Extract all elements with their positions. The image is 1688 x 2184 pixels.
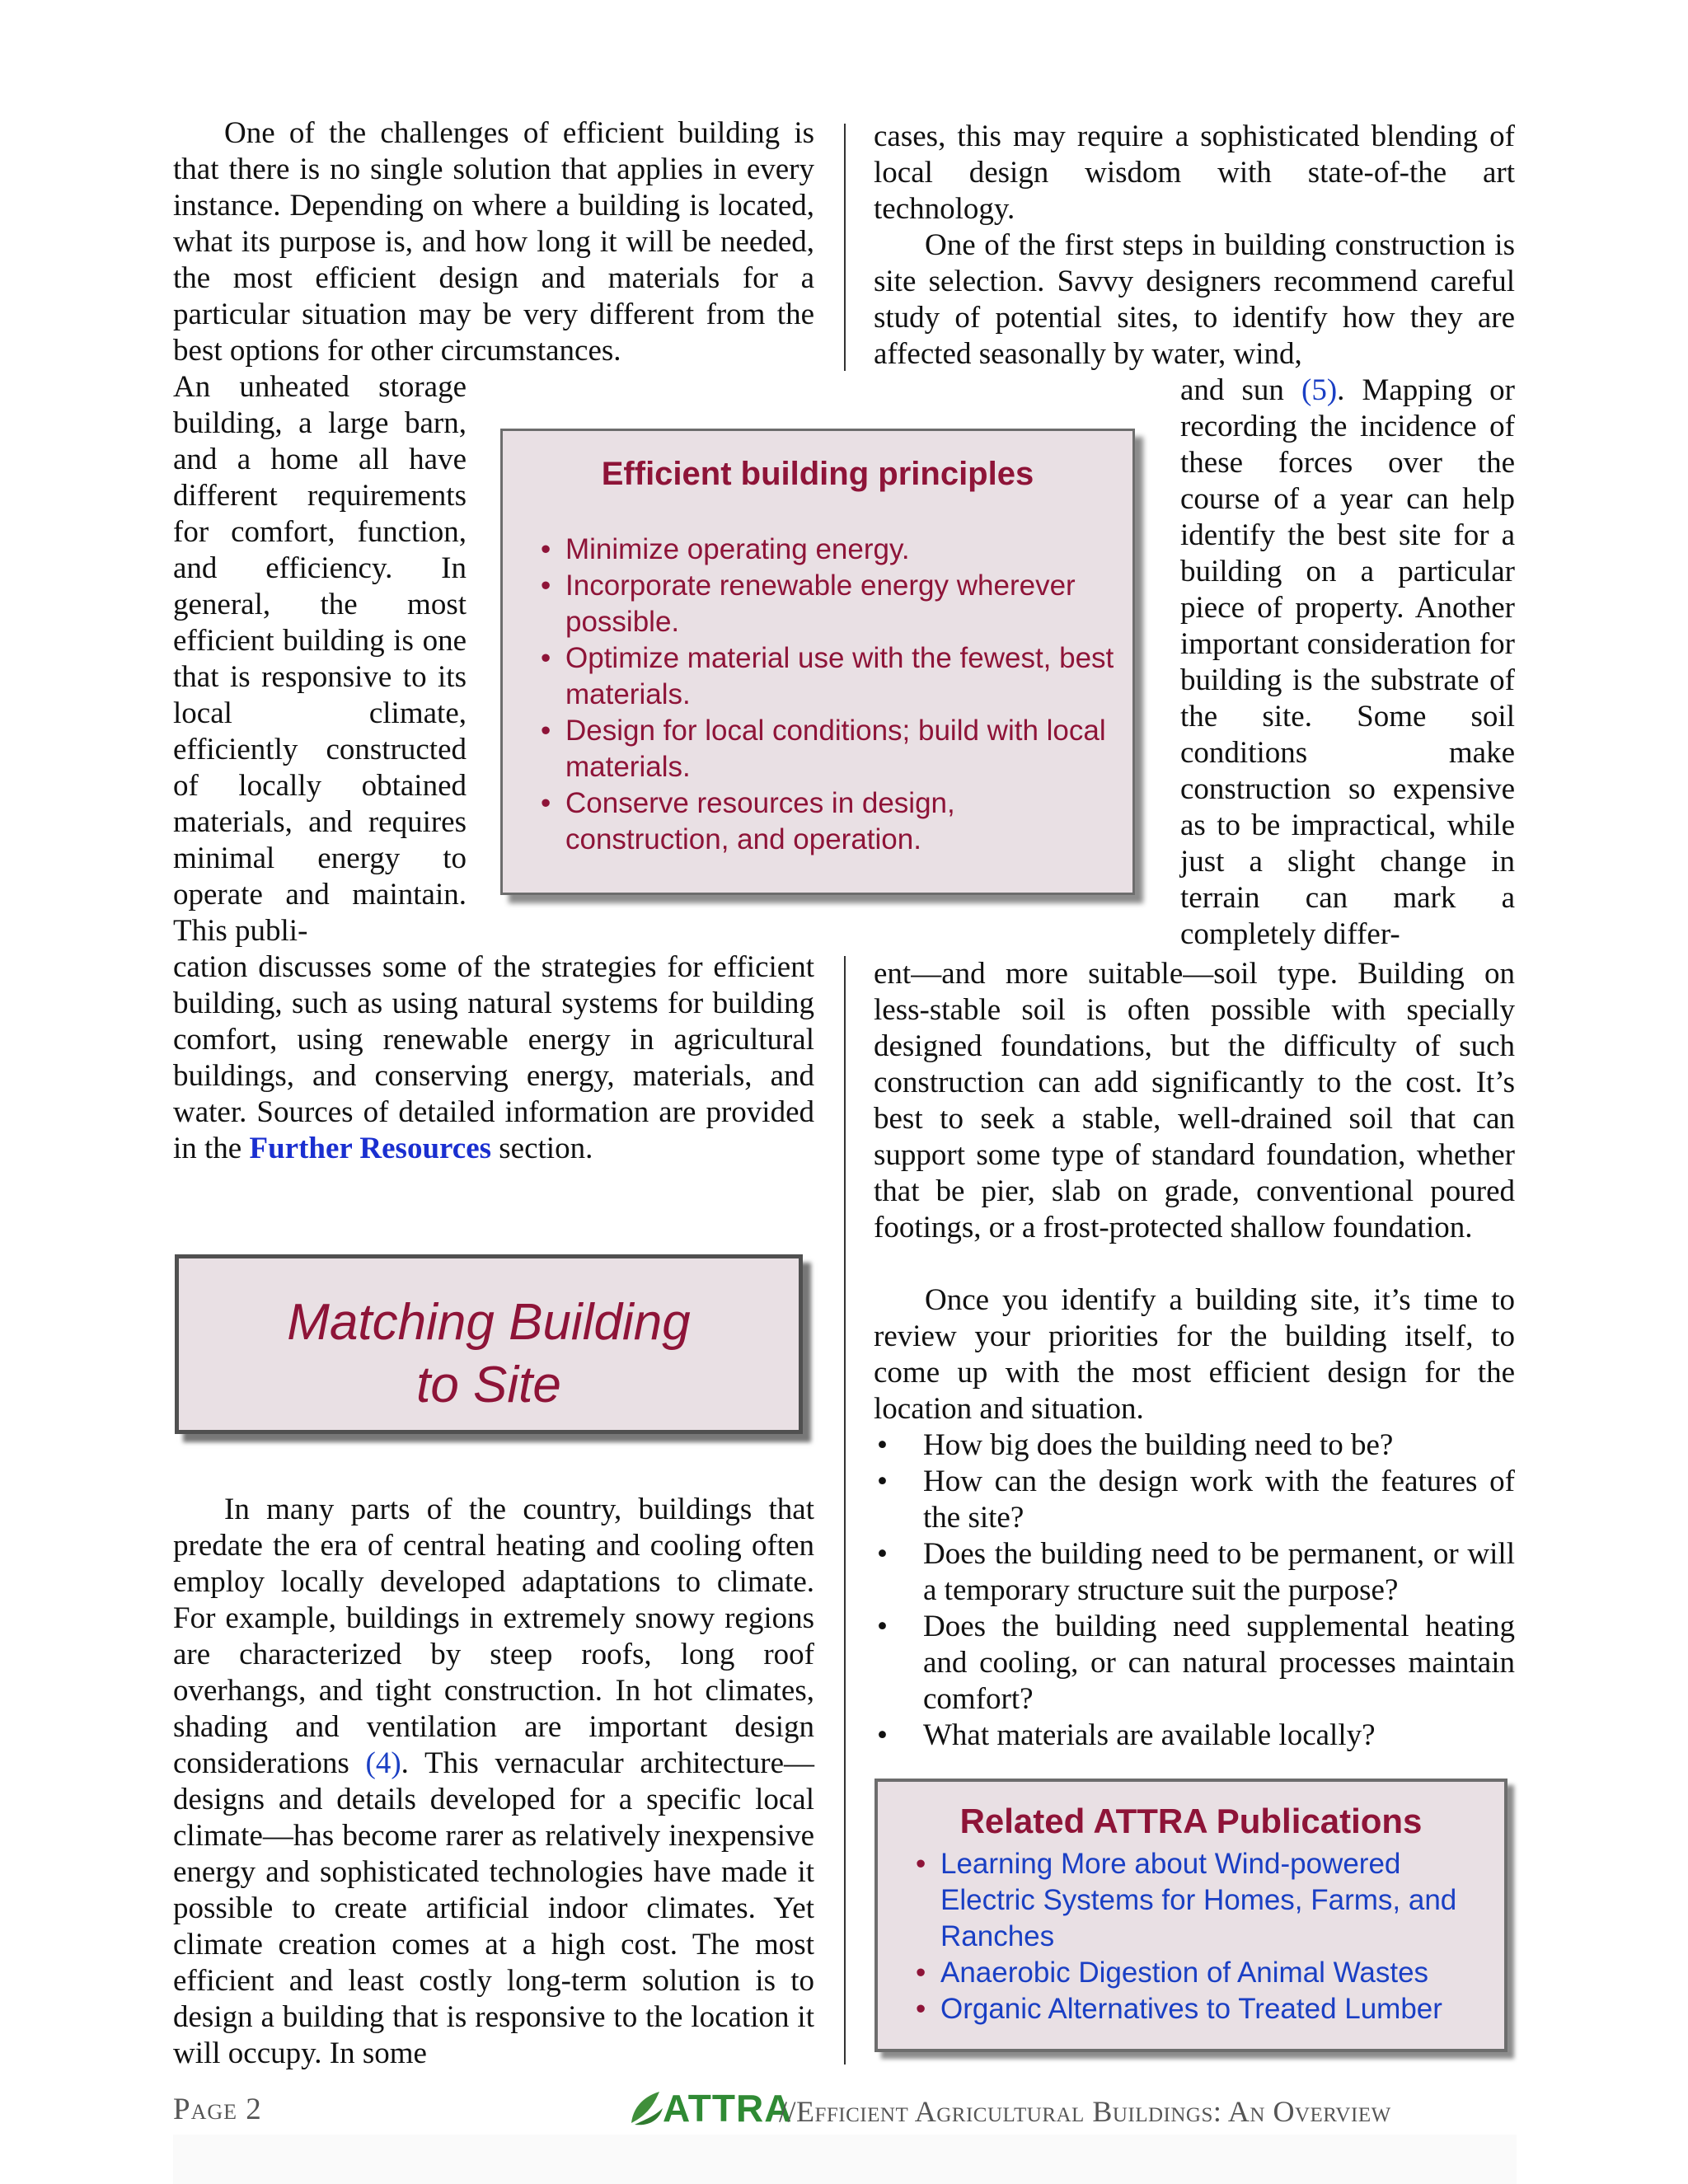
wrap-paragraph-right xyxy=(1180,373,1515,953)
publication-link[interactable]: • Learning More about Wind-powered Electric Systems for Homes, Farms, and Ranches xyxy=(916,1846,1484,1955)
wrap-right-text-end: . Mapping or recording the incidence of these forces over the course of a year can help identify the best site for a building on a particular piece of property. Another important consideration for building is the substrate of the site. Some soil conditions make construction so expensive as to be impractical, while just a slight change in terrain can mark a completely differ- xyxy=(1180,373,1515,951)
strategies-paragraph xyxy=(173,949,814,1167)
related-publications-box xyxy=(874,1779,1507,2052)
question-item: • How big does the building need to be? xyxy=(874,1427,1515,1464)
left-column xyxy=(173,115,814,369)
section-heading-line1: Matching Building xyxy=(287,1294,691,1351)
principles-title: Efficient building principles xyxy=(601,456,1034,492)
right-paragraph-1: cases, this may require a sophisticated blending of local design wisdom with state-of-the art technology. xyxy=(874,120,1515,226)
question-item: • What materials are available locally? xyxy=(874,1718,1515,1754)
related-publications-title: Related ATTRA Publications xyxy=(959,1802,1423,1840)
column-divider-bottom xyxy=(844,956,846,2064)
section-heading-line2: to Site xyxy=(416,1357,561,1413)
section-heading-box xyxy=(175,1254,803,1434)
principle-item: • Incorporate renewable energy wherever possible. xyxy=(541,568,1118,640)
further-resources-link[interactable]: Further Resources xyxy=(249,1132,492,1165)
vernacular-text-end: . This vernacular architecture—designs and details developed for a specific local climate—has become rarer as relatively inexpensive energy and sophisticated technologies have made it possible to create artificial indoor climates. Yet climate creation comes at a high cost. The most efficient and least costly long-term solution is to design a building that is responsive to the location it will occupy. In some xyxy=(173,1746,814,2070)
question-item: • How can the design work with the features of the site? xyxy=(874,1464,1515,1536)
principles-list xyxy=(541,532,1118,858)
strategies-text-end: section. xyxy=(499,1132,593,1165)
questions-block xyxy=(874,1427,1515,1754)
soil-paragraph: ent—and more suitable—soil type. Building on less-stable soil is often possible with specially designed foundations, but the difficulty of such construction can add significantly to the cost. It’s best to seek a stable, well-drained soil that can support some type of standard foundation, whether that be pier, slab on grade, conventional poured footings, or a frost-protected shallow foundation. xyxy=(874,957,1515,1244)
related-publications-list xyxy=(916,1846,1484,2027)
principle-item: • Conserve resources in design, construction, and operation. xyxy=(541,785,1118,858)
site-selection-paragraph: One of the first steps in building construction is site selection. Savvy designers recommend careful study of potential sites, to identify how they are affected seasonally by water, wind, xyxy=(874,228,1515,371)
principle-item: • Design for local conditions; build with local materials. xyxy=(541,713,1118,785)
publication-link[interactable]: • Anaerobic Digestion of Animal Wastes xyxy=(916,1955,1484,1991)
page-number: Page 2 xyxy=(173,2093,262,2126)
question-item: • Does the building need supplemental heating and cooling, or can natural processes maintain comfort? xyxy=(874,1609,1515,1718)
leaf-icon xyxy=(626,2083,793,2130)
strategies-text: cation discusses some of the strategies for efficient building, such as using natural systems for building comfort, using renewable energy in agricultural buildings, and conserving energy, materials, and water. Sources of detailed information are provided in the xyxy=(173,950,814,1165)
principles-box xyxy=(500,429,1135,895)
document-title: //Efficient Agricultural Buildings: An Overview xyxy=(779,2095,1391,2128)
publication-link[interactable]: • Organic Alternatives to Treated Lumber xyxy=(916,1991,1484,2027)
wrap-paragraph-left: An unheated storage building, a large barn, and a home all have different requirements for comfort, function, and efficiency. In general, the most efficient building is one that is responsive to its local climate, efficiently constructed of locally obtained materials, and requires minimal energy to operate and maintain. This publi- xyxy=(173,370,467,948)
reference-5-link[interactable]: (5) xyxy=(1301,373,1338,407)
intro-paragraph: One of the challenges of efficient building is that there is no single solution that applies in every instance. Depending on where a building is located, what its purpose is, and how long it will be needed, the most efficient design and materials for a particular situation may be very different from the best options for other circumstances. xyxy=(173,116,814,368)
wrap-right-text: and sun xyxy=(1180,373,1284,407)
vernacular-paragraph xyxy=(173,1492,814,2072)
reference-4-link[interactable]: (4) xyxy=(365,1746,401,1780)
attra-logo xyxy=(626,2083,793,2134)
priorities-paragraph: Once you identify a building site, it’s time to review your priorities for the building itself, to come up with the most efficient design for the location and situation. xyxy=(874,1283,1515,1426)
principle-item: • Minimize operating energy. xyxy=(541,532,1118,568)
column-divider-top xyxy=(844,124,846,371)
principle-item: • Optimize material use with the fewest, best materials. xyxy=(541,640,1118,713)
section-heading xyxy=(179,1291,799,1417)
logo-text: ATTRA xyxy=(663,2087,793,2130)
vernacular-text: In many parts of the country, buildings that predate the era of central heating and cooling often employ locally developed adaptations to climate. For example, buildings in extremely snowy regions are characterized by steep roofs, long roof overhangs, and tight construction. In hot climates, shading and ventilation are important design considerations xyxy=(173,1493,814,1780)
footer-background xyxy=(173,2135,1517,2184)
question-item: • Does the building need to be permanent, or will a temporary structure suit the purpose? xyxy=(874,1536,1515,1609)
questions-list xyxy=(874,1427,1515,1754)
